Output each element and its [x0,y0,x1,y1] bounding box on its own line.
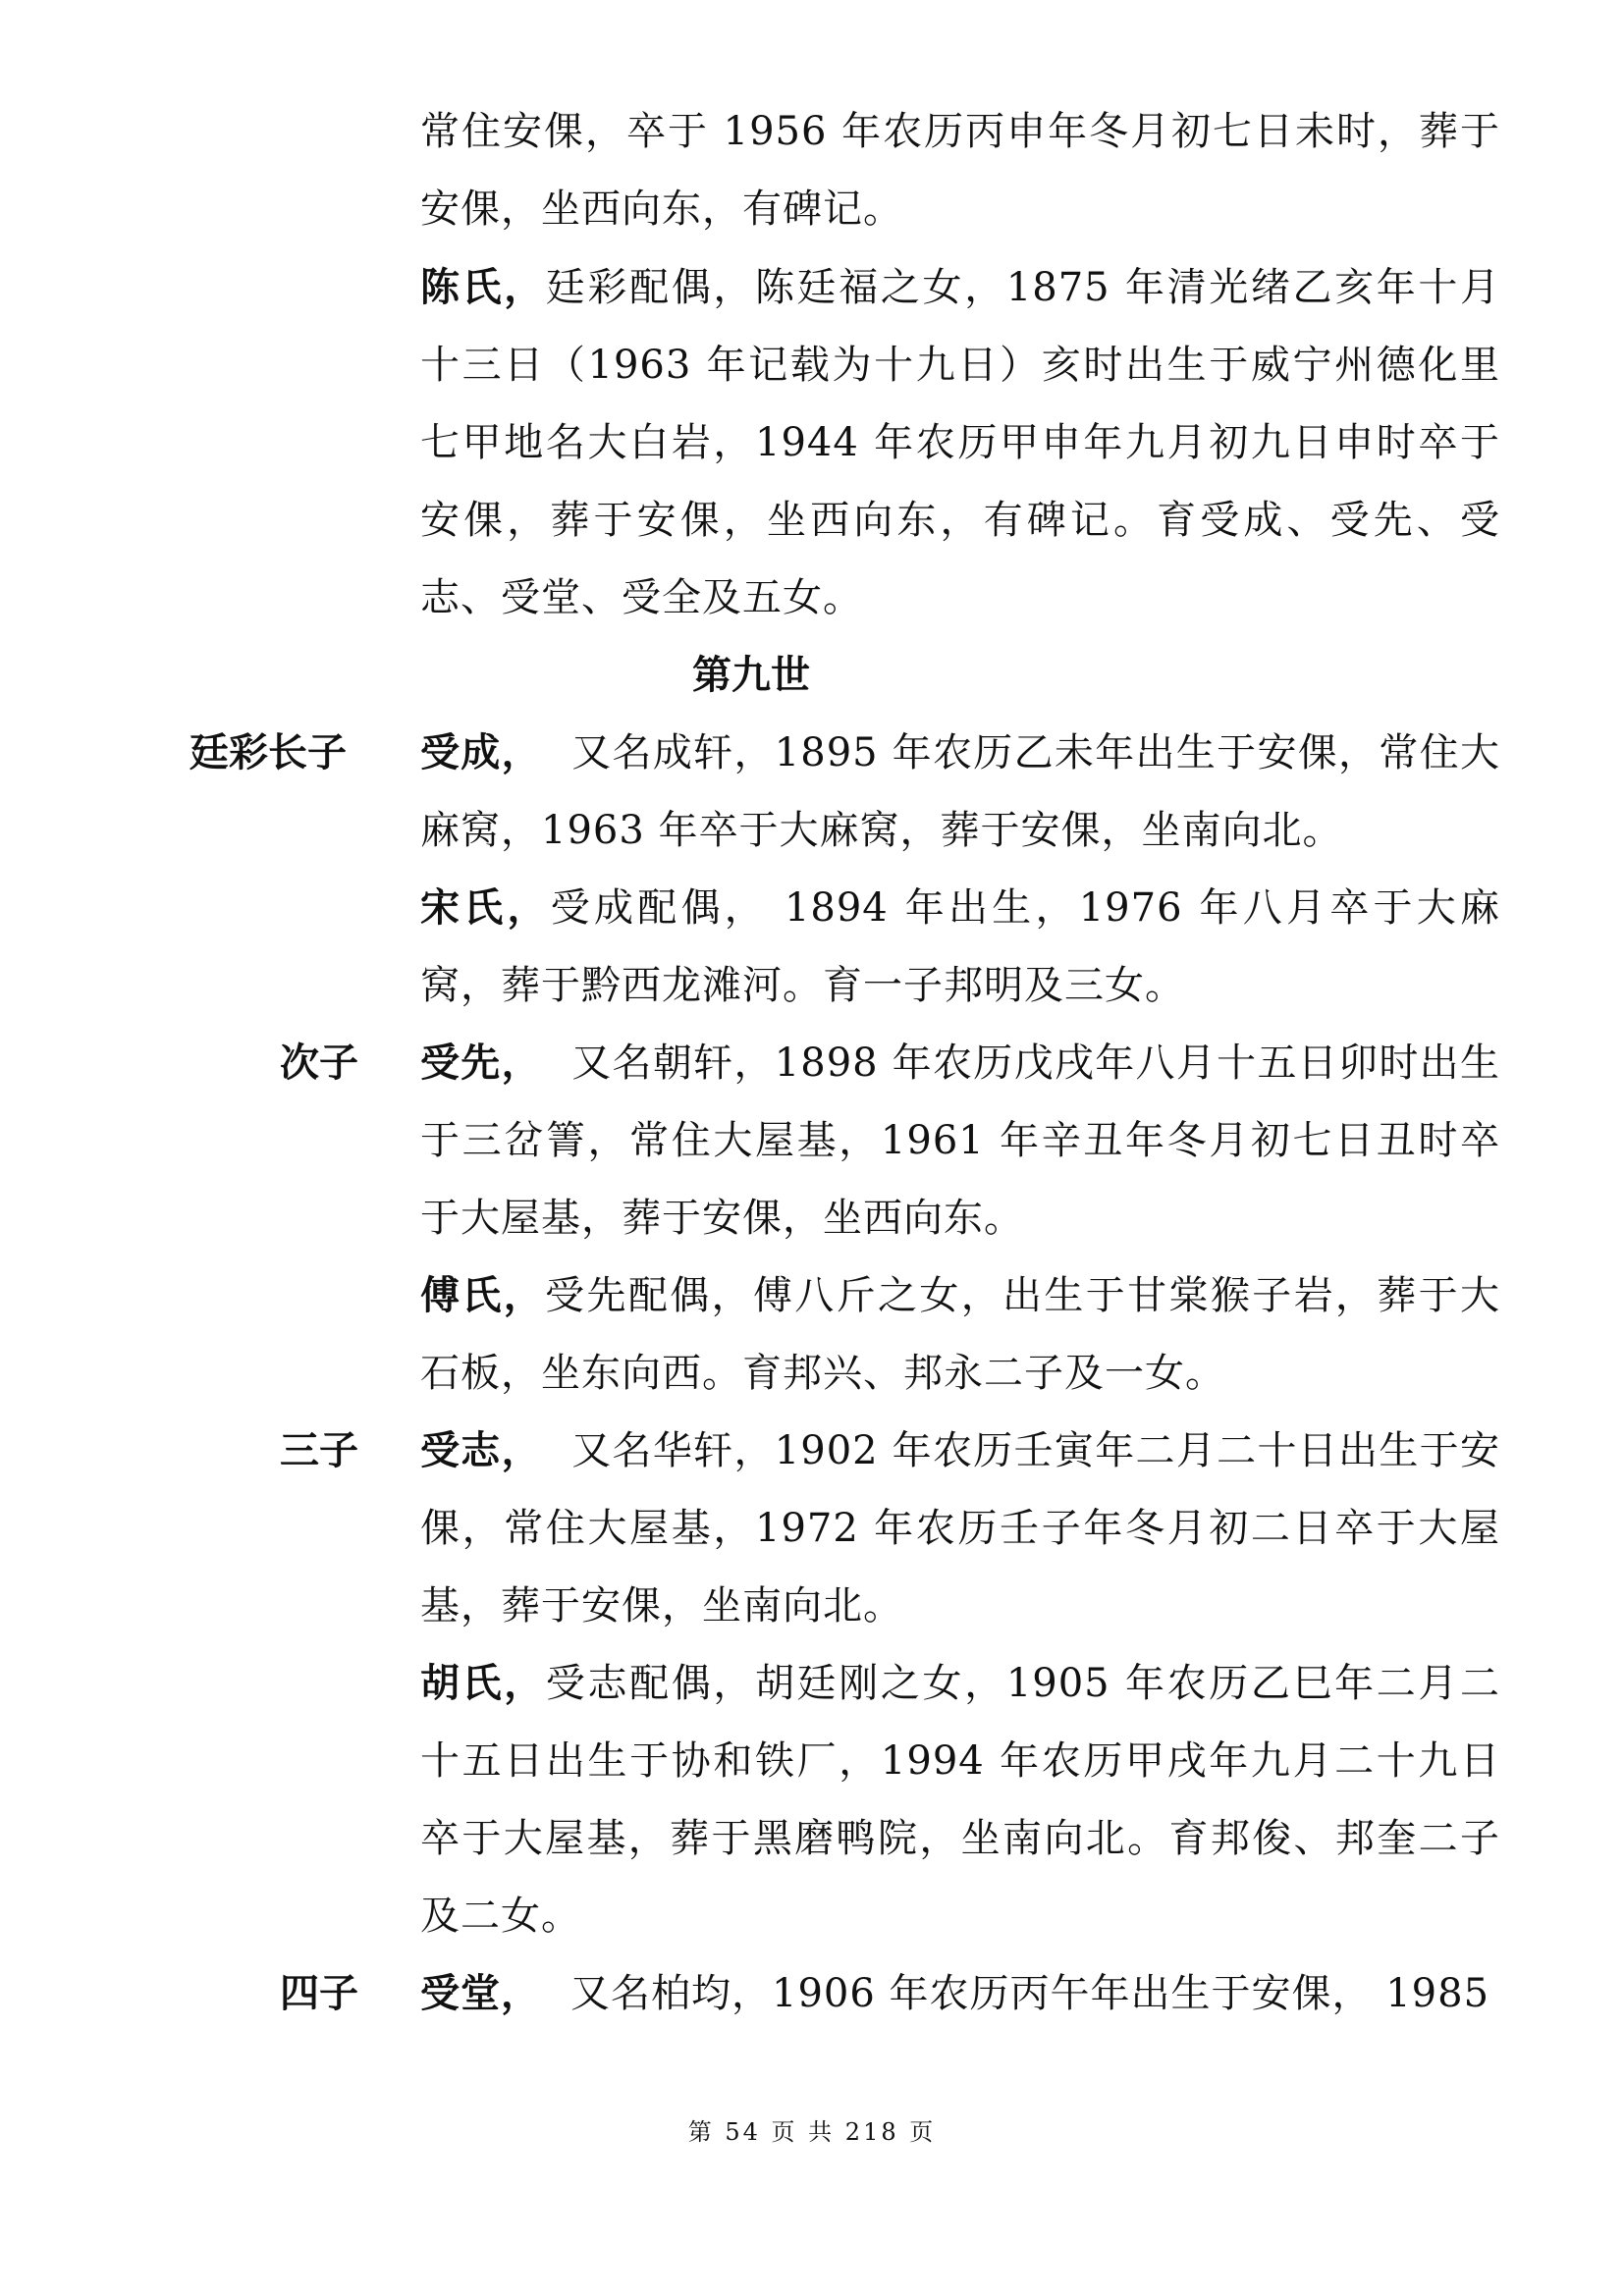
spouse-entry-hu [420,1644,1500,1955]
entry-text: 又名柏均，1906 年农历丙午年出生于安倮， 1985 [570,1971,1490,2016]
entry-shouzhi [420,1412,1500,1645]
entry-shoutang [420,1954,1500,2033]
person-name: 受先， [420,1040,542,1086]
spouse-entry-fu [420,1256,1500,1413]
entry-label-second-son: 次子 [280,1040,358,1086]
generation-heading: 第九世 [692,652,810,698]
person-name: 受堂， [420,1970,541,2016]
entry-text: 廷彩配偶，陈廷福之女，1875 年清光绪乙亥年十月十三日（1963 年记载为十九日）亥时出生于威宁州德化里七甲地名大白岩，1944 年农历甲申年九月初九日申时卒于安倮，葬于安倮，坐西向东，有碑记。育受成、受先、受志、受堂、受全及五女。 [420,265,1500,620]
person-name: 陈氏， [420,264,546,310]
entry-shoucheng [420,714,1500,870]
paragraph-continuation [420,93,1500,248]
entry-text: 又名华轩，1902 年农历壬寅年二月二十日出生于安倮，常住大屋基，1972 年农历壬子年冬月初二日卒于大屋基，葬于安倮，坐南向北。 [420,1428,1500,1629]
entry-text: 受先配偶，傅八斤之女，出生于甘棠猴子岩，葬于大石板，坐东向西。育邦兴、邦永二子及一女。 [420,1273,1501,1396]
entry-label-fourth-son: 四子 [280,1970,358,2016]
person-name: 傅氏， [420,1272,546,1318]
entry-text: 受成配偶， 1894 年出生，1976 年八月卒于大麻窝，葬于黔西龙滩河。育一子邦明及三女。 [420,885,1500,1008]
entry-text: 又名成轩，1895 年农历乙未年出生于安倮，常住大麻窝，1963 年卒于大麻窝，葬于安倮，坐南向北。 [420,730,1500,853]
person-name: 宋氏， [420,884,551,931]
paragraph-text: 常住安倮，卒于 1956 年农历丙申年冬月初七日未时，葬于安倮，坐西向东，有碑记。 [420,109,1500,232]
spouse-entry-chen [420,248,1500,637]
spouse-entry-song [420,869,1500,1025]
page-footer: 第 54 页 共 218 页 [687,2118,937,2146]
entry-label-eldest-son: 廷彩长子 [189,729,347,775]
entry-text: 受志配偶，胡廷刚之女，1905 年农历乙巳年二月二十五日出生于协和铁厂，1994 年农历甲戌年九月二十九日卒于大屋基，葬于黑磨鸭院，坐南向北。育邦俊、邦奎二子及二女。 [420,1661,1500,1939]
entry-shouxian [420,1024,1500,1257]
entry-text: 又名朝轩，1898 年农历戊戌年八月十五日卯时出生于三岔箐，常住大屋基，1961 年辛丑年冬月初七日丑时卒于大屋基，葬于安倮，坐西向东。 [420,1041,1500,1241]
person-name: 胡氏， [420,1660,546,1706]
person-name: 受志， [420,1427,542,1473]
entry-label-third-son: 三子 [280,1427,358,1473]
person-name: 受成， [420,729,542,775]
